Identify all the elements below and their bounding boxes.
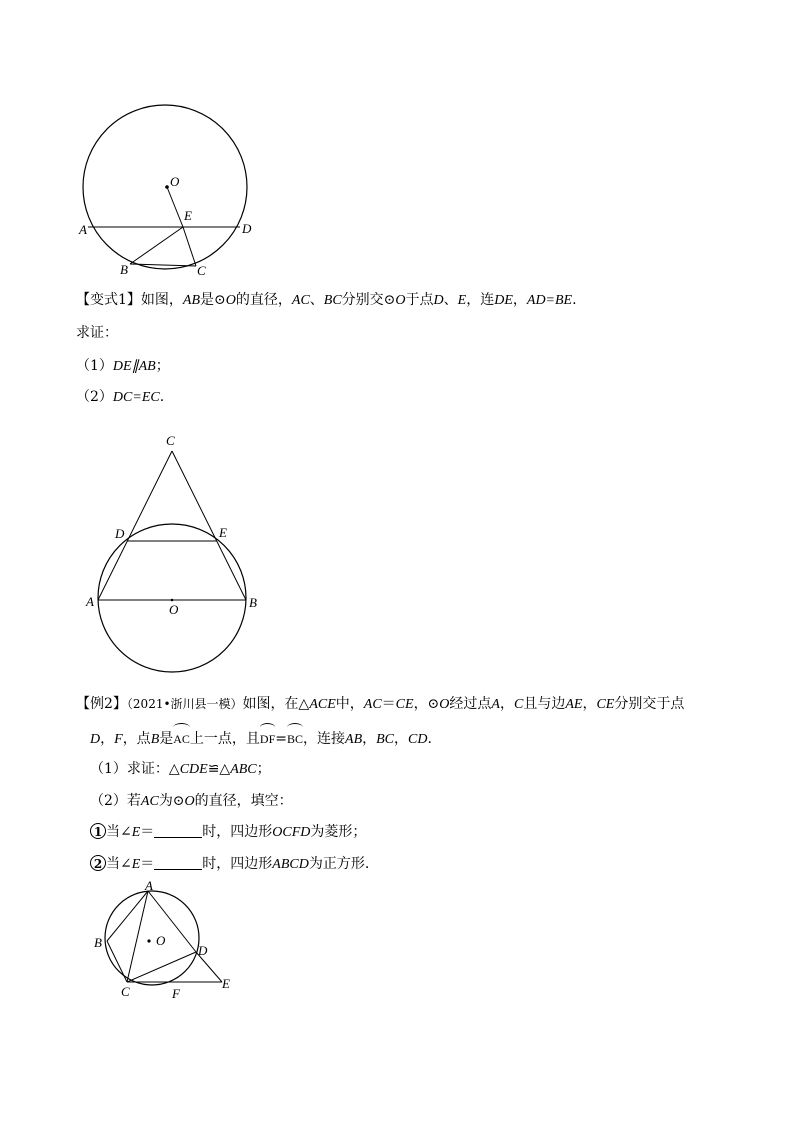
example2-question-1: （1）求证：△CDE≌△ABC； [90, 761, 271, 777]
label-A3: A [145, 878, 153, 893]
label-B2: B [249, 595, 257, 610]
label-D3: D [198, 943, 208, 958]
label-A2: A [86, 594, 94, 609]
arc-DF: DF [260, 727, 275, 749]
example2-sub-1: 1 当∠E＝ 时，四边形OCFD为菱形； [90, 822, 366, 843]
variant1-statement: 【变式1】如图，AB是⊙O的直径，AC、BC分别交⊙O于点D、E，连DE，AD=BE. [76, 292, 577, 308]
label-F3: F [172, 986, 180, 1001]
label-C: C [197, 263, 206, 278]
label-D2: D [115, 526, 125, 541]
label-A: A [79, 222, 87, 237]
example2-line-1: 【例2】（2021•浙川县一模）如图，在△ACE中，AC＝CE，⊙O经过点A，C且与边AE，CE分别交于点 [76, 696, 685, 712]
example2-line-2: D，F，点B是AC上一点，且DF=BC，连接AB，BC，CD. [90, 727, 432, 750]
label-E: E [184, 208, 192, 223]
example-tag: 【例2】 [76, 696, 127, 712]
variant1-item-2: （2）DC=EC. [76, 389, 165, 405]
label-C2: C [166, 433, 175, 448]
variant1-item-1: （1）DE∥AB； [76, 358, 170, 374]
variant-tag: 【变式1】 [76, 292, 141, 308]
label-O3: O [156, 933, 166, 948]
arc-BC: BC [287, 727, 303, 749]
label-D: D [242, 221, 252, 236]
label-E2: E [219, 525, 227, 540]
circled-number-2: 2 [90, 855, 106, 871]
label-C3: C [121, 984, 130, 999]
example2-question-2: （2）若AC为⊙O的直径，填空： [90, 793, 293, 809]
label-O2: O [169, 602, 179, 617]
label-O: O [170, 174, 180, 189]
example2-sub-2: 2 当∠E＝ 时，四边形ABCD为正方形. [90, 854, 369, 875]
label-E3: E [222, 976, 230, 991]
arc-AC: AC [173, 727, 190, 749]
circled-number-1: 1 [90, 823, 106, 839]
label-B: B [120, 262, 128, 277]
example-source: （2021•浙川县一模） [126, 697, 243, 711]
variant1-prove: 求证： [76, 325, 118, 341]
label-B3: B [94, 935, 102, 950]
